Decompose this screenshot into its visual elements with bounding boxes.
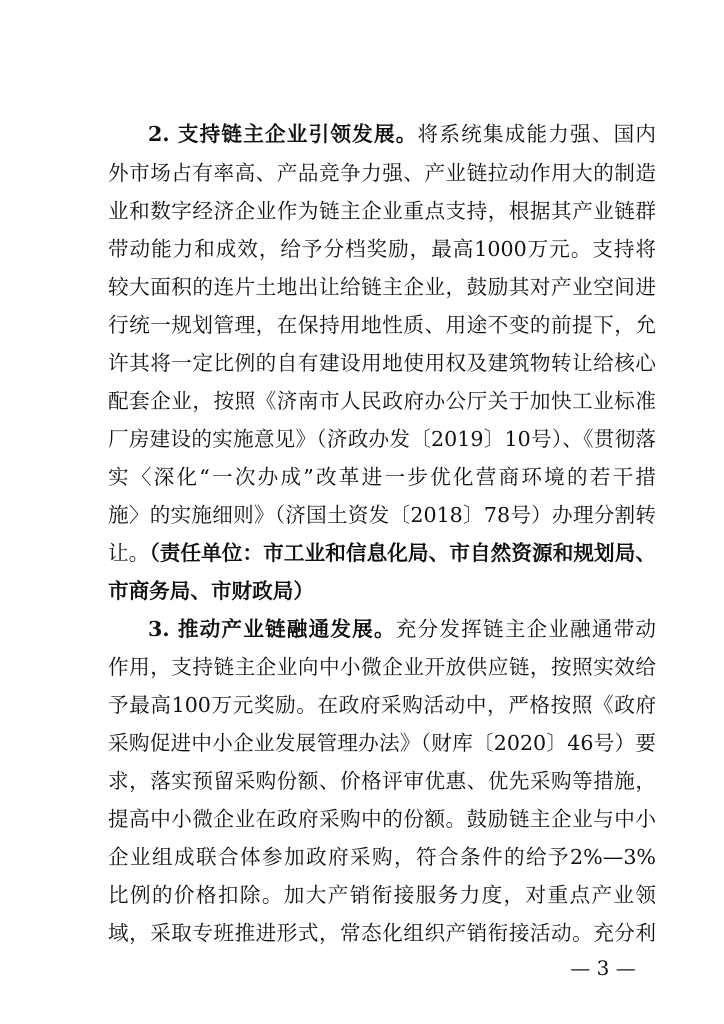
paragraph-3-line-6: 提高中小微企业在政府采购中的份额。鼓励链主企业与中小 [108, 807, 656, 831]
paragraph-2-line-12 [108, 538, 656, 568]
paragraph-3-line-1 [148, 614, 656, 644]
responsible-units: （责任单位：市工业和信息化局、市自然资源和规划局、 [149, 541, 657, 565]
line-text: 将系统集成能力强、国内 [417, 122, 657, 146]
paragraph-2-line-7: 许其将一定比例的自有建设用地使用权及建筑物转让给核心 [108, 351, 656, 375]
page-number: — 3 — [570, 956, 636, 980]
paragraph-3-line-8: 比例的价格扣除。加大产销衔接服务力度，对重点产业领 [108, 883, 656, 907]
section-heading: 3. 推动产业链融通发展。 [148, 617, 396, 641]
paragraph-3-line-3: 予最高100万元奖励。在政府采购活动中，严格按照《政府 [108, 693, 656, 717]
paragraph-2-line-13: 市商务局、市财政局） [108, 579, 314, 603]
paragraph-2-line-9: 厂房建设的实施意见》（济政办发〔2019〕10号）、《贯彻落 [108, 427, 656, 451]
paragraph-2-line-2: 外市场占有率高、产品竞争力强、产业链拉动作用大的制造 [108, 161, 656, 185]
paragraph-2-line-10: 实〈深化“一次办成”改革进一步优化营商环境的若干措 [108, 465, 656, 489]
paragraph-3-line-9: 域，采取专班推进形式，常态化组织产销衔接活动。充分利 [108, 921, 656, 945]
paragraph-3-line-7: 企业组成联合体参加政府采购，符合条件的给予2%—3% [108, 845, 656, 869]
paragraph-3-line-2: 作用，支持链主企业向中小微企业开放供应链，按照实效给 [108, 655, 656, 679]
line-text: 让。 [108, 541, 150, 565]
section-heading: 2. 支持链主企业引领发展。 [148, 122, 418, 146]
paragraph-2-line-11: 施〉的实施细则》（济国土资发〔2018〕78号）办理分割转 [108, 503, 656, 527]
paragraph-2-line-8: 配套企业，按照《济南市人民政府办公厅关于加快工业标准 [108, 389, 656, 413]
paragraph-3-line-5: 求，落实预留采购份额、价格评审优惠、优先采购等措施， [108, 769, 656, 793]
paragraph-2-line-5: 较大面积的连片土地出让给链主企业，鼓励其对产业空间进 [108, 275, 656, 299]
paragraph-2-line-6: 行统一规划管理，在保持用地性质、用途不变的前提下，允 [108, 313, 656, 337]
paragraph-2-line-4: 带动能力和成效，给予分档奖励，最高1000万元。支持将 [108, 237, 656, 261]
paragraph-2-line-1 [148, 119, 656, 149]
line-text: 充分发挥链主企业融通带动 [395, 617, 657, 641]
paragraph-3-line-4: 采购促进中小企业发展管理办法》（财库〔2020〕46号）要 [108, 731, 656, 755]
paragraph-2-line-3: 业和数字经济企业作为链主企业重点支持，根据其产业链群 [108, 199, 656, 223]
